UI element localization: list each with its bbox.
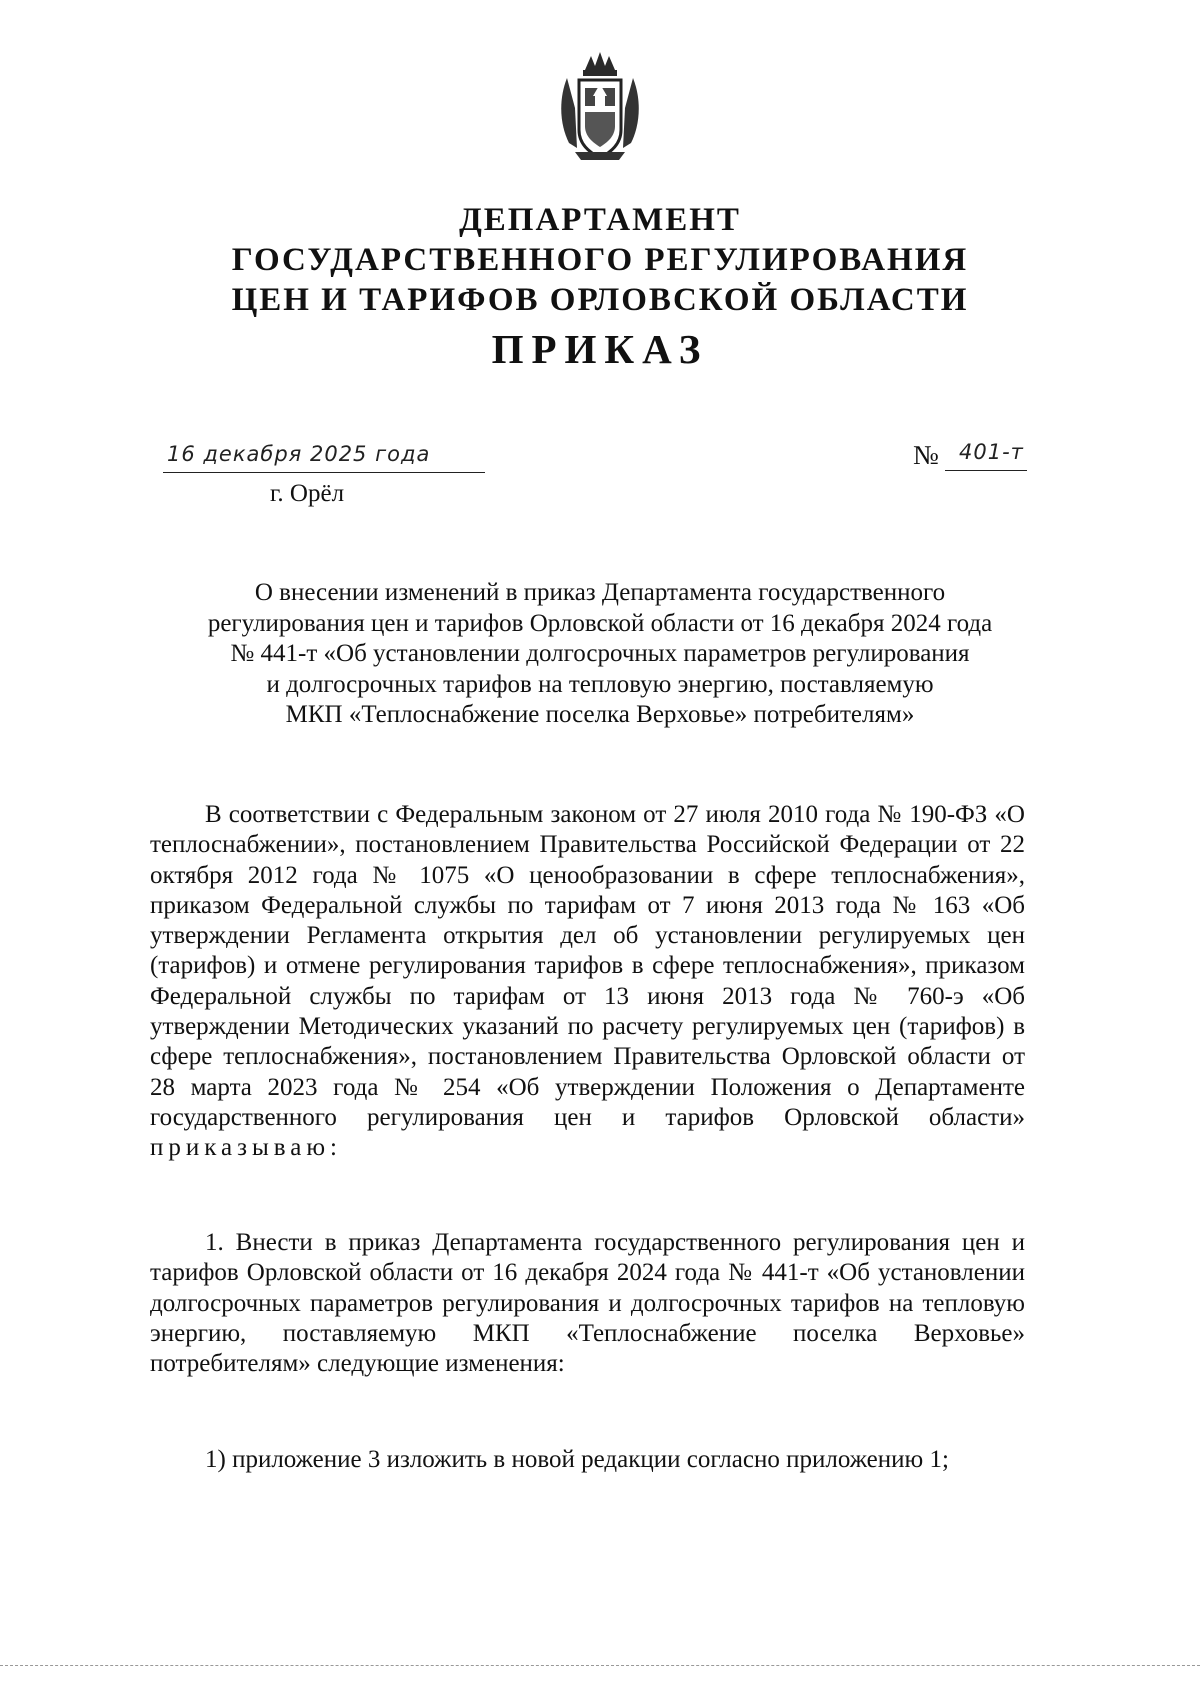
subject-line: регулирования цен и тарифов Орловской области от 16 декабря 2024 года: [207, 609, 993, 637]
coat-of-arms-emblem: [555, 48, 645, 168]
date-field: [163, 438, 485, 473]
preamble-text: В соответствии с Федеральным законом от 27 июля 2010 года № 190-ФЗ «О теплоснабжении», постановлением Правительства Российской Федерации от 22 октября 2012 года № 1075 «О ценообразовании в сфере теплоснабжения», приказом Федеральной службы по тарифам от 7 июня 2013 года № 163 «Об утверждении Регламента открытия дел об установлении регулируемых цен (тарифов) и отмене регулирования тарифов в сфере теплоснабжения», приказом Федеральной службы по тарифам от 13 июня 2013 года № 760-э «Об утверждении Методических указаний по расчету регулируемых цен (тарифов) в сфере теплоснабжения», постановлением Правительства Орловской области от 28 марта 2023 года № 254 «Об утверждении Положения о Департаменте государственного регулирования цен и тарифов Орловской области»: [150, 801, 1025, 1131]
order-subject: [150, 578, 1050, 731]
subject-line: О внесении изменений в приказ Департамента государственного: [254, 579, 946, 606]
number-handwritten: 401-т: [959, 440, 1024, 464]
number-field: [945, 436, 1027, 471]
subject-line: МКП «Теплоснабжение поселка Верховье» потребителям»: [285, 701, 915, 728]
document-type-title: ПРИКАЗ: [491, 326, 709, 372]
department-line: ГОСУДАРСТВЕННОГО РЕГУЛИРОВАНИЯ: [231, 242, 969, 278]
preamble-paragraph: [150, 800, 1025, 1164]
number-label: №: [913, 440, 939, 470]
department-line: ЦЕН И ТАРИФОВ ОРЛОВСКОЙ ОБЛАСТИ: [231, 282, 969, 318]
directive-text: приказываю:: [150, 1134, 342, 1162]
city-name: г. Орёл: [270, 480, 345, 507]
page-bottom-edge: [0, 1665, 1200, 1666]
date-handwritten: 16 декабря 2025 года: [167, 442, 431, 466]
item-1-paragraph: 1. Внести в приказ Департамента государственного регулирования цен и тарифов Орловской области от 16 декабря 2024 года № 441-т «Об установлении долгосрочных параметров регулирования и долгосрочных тарифов на тепловую энергию, поставляемую МКП «Теплоснабжение поселка Верховье» потребителям» следующие изменения:: [150, 1229, 1025, 1378]
item-1-subitem-1: 1) приложение 3 изложить в новой редакции согласно приложению 1;: [205, 1446, 949, 1473]
subject-line: № 441-т «Об установлении долгосрочных параметров регулирования: [230, 640, 970, 667]
subject-line: и долгосрочных тарифов на тепловую энергию, поставляемую: [266, 670, 934, 698]
department-name: [0, 200, 1200, 320]
department-line: ДЕПАРТАМЕНТ: [459, 202, 741, 238]
